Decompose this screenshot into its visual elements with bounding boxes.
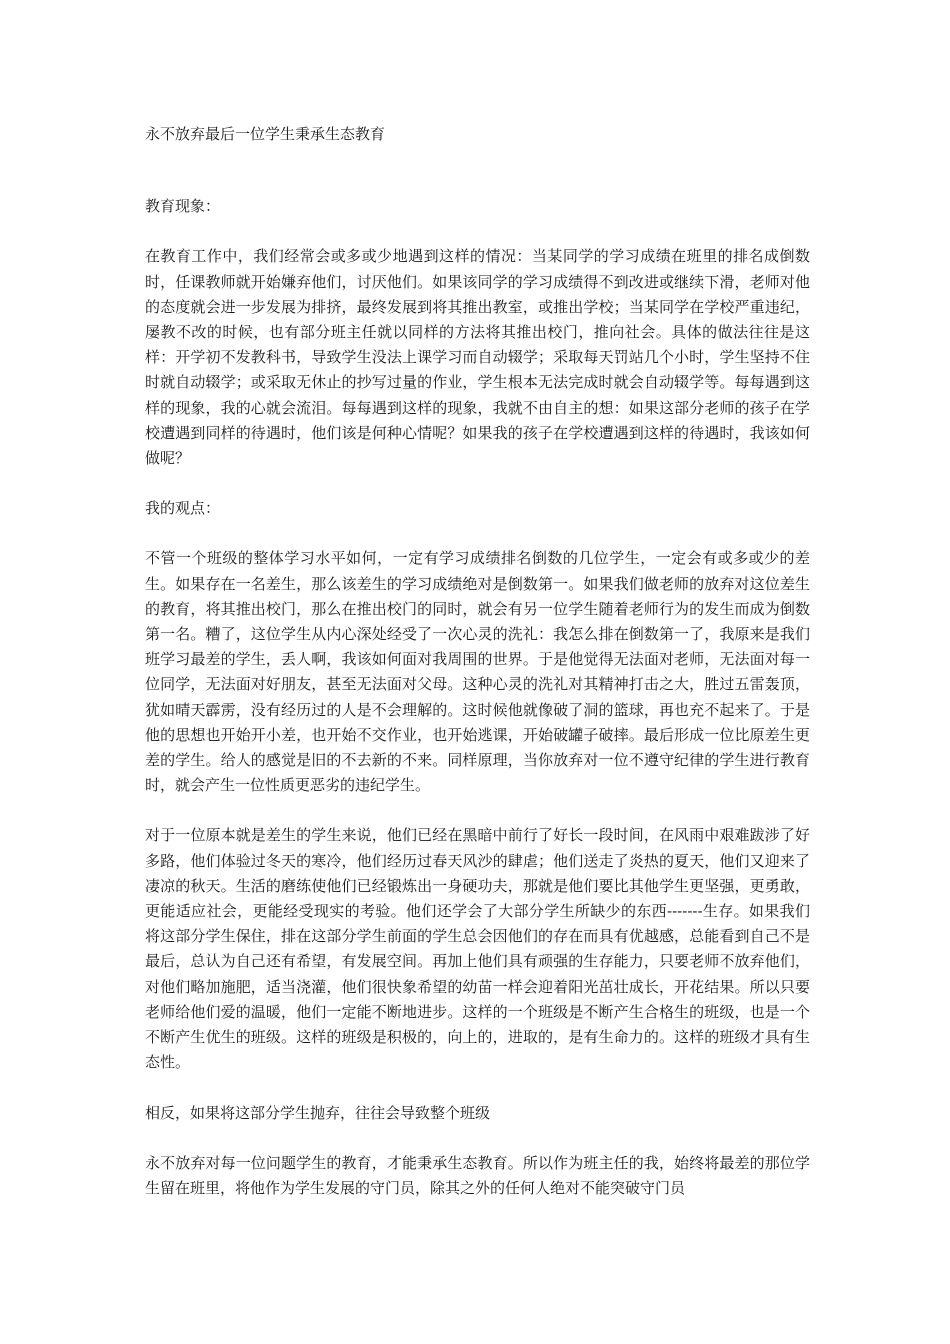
document-page: [145, 122, 810, 1226]
paragraph-viewpoint-1: 不管一个班级的整体学习水平如何，一定有学习成绩排名倒数的几位学生，一定会有或多或少的差生。如果存在一名差生，那么该差生的学习成绩绝对是倒数第一。如果我们做老师的放弃对这位差生的教育，将其推出校门，那么在推出校门的同时，就会有另一位学生随着老师行为的发生而成为倒数第一名。糟了，这位学生从内心深处经受了一次心灵的洗礼：我怎么排在倒数第一了，我原来是我们班学习最差的学生，丢人啊，我该如何面对我周围的世界。于是他觉得无法面对老师，无法面对每一位同学，无法面对好朋友，甚至无法面对父母。这种心灵的洗礼对其精神打击之大，胜过五雷轰顶，犹如晴天霹雳，没有经历过的人是不会理解的。这时候他就像破了洞的篮球，再也充不起来了。于是他的思想也开始开小差，也开始不交作业，也开始逃课，开始破罐子破摔。最后形成一位比原差生更差的学生。给人的感觉是旧的不去新的不来。同样原理，当你放弃对一位不遵守纪律的学生进行教育时，就会产生一位性质更恶劣的违纪学生。: [145, 549, 810, 795]
section-heading-viewpoint: 我的观点：: [145, 499, 221, 518]
section-phenomenon: [145, 194, 810, 471]
section-heading-phenomenon: 教育现象：: [145, 197, 221, 216]
paragraph-viewpoint-4: 永不放弃对每一位问题学生的教育，才能秉承生态教育。所以作为班主任的我，始终将最差的那位学生留在班里，将他作为学生发展的守门员，除其之外的任何人绝对不能突破守门员: [145, 1153, 810, 1197]
paragraph-viewpoint-3: 相反，如果将这部分学生抛弃，往往会导致整个班级: [145, 1103, 491, 1122]
document-title: 永不放弃最后一位学生秉承生态教育: [145, 125, 386, 143]
section-viewpoint: [145, 496, 810, 1201]
paragraph-phenomenon-1: 在教育工作中，我们经常会或多或少地遇到这样的情况：当某同学的学习成绩在班里的排名成倒数时，任课教师就开始嫌弃他们，讨厌他们。如果该同学的学习成绩得不到改进或继续下滑，老师对他的态度就会进一步发展为排挤，最终发展到将其推出教室，或推出学校；当某同学在学校严重违纪，屡教不改的时候，也有部分班主任就以同样的方法将其推出校门，推向社会。具体的做法往往是这样：开学初不发教科书，导致学生没法上课学习而自动辍学；采取每天罚站几个小时，学生坚持不住时就自动辍学；或采取无休止的抄写过量的作业，学生根本无法完成时就会自动辍学等。每每遇到这样的现象，我的心就会流泪。每每遇到这样的现象，我就不由自主的想：如果这部分老师的孩子在学校遭遇到同样的待遇时，他们该是何种心情呢？如果我的孩子在学校遭遇到这样的待遇时，我该如何做呢？: [145, 247, 810, 468]
paragraph-viewpoint-2: 对于一位原本就是差生的学生来说，他们已经在黑暗中前行了好长一段时间，在风雨中艰难跋涉了好多路，他们体验过冬天的寒冷，他们经历过春天风沙的肆虐；他们送走了炎热的夏天，他们又迎来了凄凉的秋天。生活的磨练使他们已经锻炼出一身硬功夫，那就是他们要比其他学生更坚强，更勇敢，更能适应社会，更能经受现实的考验。他们还学会了大部分学生所缺少的东西-------生存。如果我们将这部分学生保住，排在这部分学生前面的学生总会因他们的存在而具有优越感，总能看到自己不是最后，总认为自己还有希望，有发展空间。再加上他们具有顽强的生存能力，只要老师不放弃他们，对他们略加施肥，适当浇灌，他们很快象希望的幼苗一样会迎着阳光茁壮成长，开花结果。所以只要老师给他们爱的温暖，他们一定能不断地进步。这样的一个班级是不断产生合格生的班级，也是一个不断产生优生的班级。这样的班级是积极的，向上的，进取的，是有生命力的。这样的班级才具有生态性。: [145, 826, 810, 1072]
